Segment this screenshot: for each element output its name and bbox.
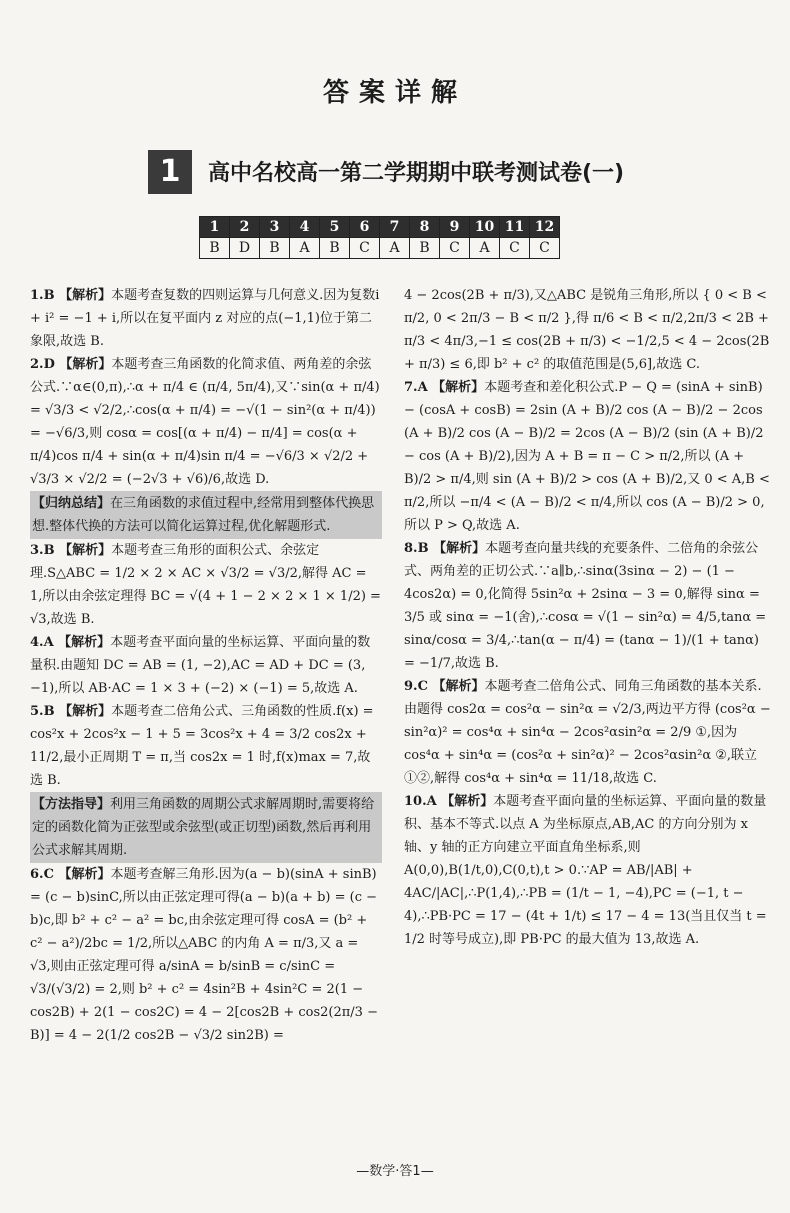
question-number: 10 [470,217,500,238]
solution-text: 本题考查三角形的面积公式、余弦定理.S△ABC = 1/2 × 2 × AC × √3/2 = √3/2,解得 AC = 1,所以由余弦定理得 BC = √(4 + 1 − 2 × 2 × 1 × 1/2) = √3,故选 B. [30,543,381,627]
solution-text: 本题考查二倍角公式、同角三角函数的基本关系.由题得 cos2α = cos²α − sin²α = √2/3,两边平方得 (cos²α − sin²α)² = cos⁴α + sin⁴α − 2cos²αsin²α = 2/9 ①,因为 cos⁴α + sin⁴α = (cos²α + sin²α)² − 2cos²αsin²α ②,联立①②,解得 cos⁴α + sin⁴α = 11/18,故选 C. [404,679,771,786]
solution-item [30,863,382,1047]
method-box [30,792,382,863]
question-number: 6 [350,217,380,238]
box-text: 利用三角函数的周期公式求解周期时,需要将给定的函数化简为正弦型或余弦型(或正切型)函数,然后再利用公式求解其周期. [32,797,375,858]
page-title: 答案详解 [322,78,467,108]
answer-cell: D [230,238,260,259]
solution-text: 本题考查复数的四则运算与几何意义.因为复数i + i² = −1 + i,所以在复平面内 z 对应的点(−1,1)位于第二象限,故选 B. [30,288,380,349]
question-number: 12 [530,217,560,238]
exam-title: 高中名校高一第二学期期中联考测试卷(一) [208,161,625,186]
question-number: 1 [200,217,230,238]
answer-cell: B [410,238,440,259]
solution-head: 1.B 【解析】 [30,288,112,303]
answer-cell: A [470,238,500,259]
exam-header [148,150,668,194]
solution-head: 7.A 【解析】 [404,380,485,395]
solution-item [30,700,382,792]
question-number: 5 [320,217,350,238]
solution-head: 2.D 【解析】 [30,357,112,372]
question-number: 11 [500,217,530,238]
solution-head: 4.A 【解析】 [30,635,111,650]
answer-table-answers-row [200,238,560,259]
solution-head: 10.A 【解析】 [404,794,494,809]
solution-head: 9.C 【解析】 [404,679,485,694]
box-tag: 【归纳总结】 [32,496,111,511]
question-number: 7 [380,217,410,238]
box-tag: 【方法指导】 [32,797,111,812]
solution-text: 本题考查二倍角公式、三角函数的性质.f(x) = cos²x + 2cos²x − 1 + 5 = 3cos²x + 4 = 3/2 cos2x + 11/2,最小正周期 T = π,当 cos2x = 1 时,f(x)max = 7,故选 B. [30,704,374,788]
solution-text: 本题考查解三角形.因为(a − b)(sinA + sinB) = (c − b)sinC,所以由正弦定理可得(a − b)(a + b) = (c − b)c,即 b² + c² − a² = bc,由余弦定理可得 cosA = (b² + c² − a²)/2bc = 1/2,所以△ABC 的内角 A = π/3,又 a = √3,则由正弦定理可得 a/sinA = b/sinB = c/sinC = √3/(√3/2) = 2,则 b² + c² = 4sin²B + 4sin²C = 2(1 − cos2B) + 2(1 − cos2C) = 4 − 2[cos2B + cos2(2π/3 − B)] = 4 − 2(1/2 cos2B − √3/2 sin2B) = [30,867,378,1043]
solution-item [404,675,772,790]
solution-head: 5.B 【解析】 [30,704,112,719]
answer-cell: B [200,238,230,259]
solution-text: 本题考查三角函数的化简求值、两角差的余弦公式.∵α∈(0,π),∴α + π/4 ∈ (π/4, 5π/4),又∵sin(α + π/4) = √3/3 < √2/2,∴cos(α + π/4) = −√(1 − sin²(α + π/4)) = −√6/3,则 cosα = cos[(α + π/4) − π/4] = cos(α + π/4)cos π/4 + sin(α + π/4)sin π/4 = −√6/3 × √2/2 + √3/3 × √2/2 = (−2√3 + √6)/6,故选 D. [30,357,380,487]
solution-head: 6.C 【解析】 [30,867,111,882]
right-column [404,284,772,951]
summary-box [30,491,382,539]
left-column [30,284,382,1047]
answer-table-numbers-row [200,217,560,238]
answer-cell: C [350,238,380,259]
solution-head: 8.B 【解析】 [404,541,486,556]
solution-text: 本题考查平面向量的坐标运算、平面向量的数量积、基本不等式.以点 A 为坐标原点,AB,AC 的方向分别为 x 轴、y 轴的正方向建立平面直角坐标系,则 A(0,0),B(1/t,0),C(0,t),t > 0.∵AP = AB/|AB| + 4AC/|AC|,∴P(1,4),∴PB = (1/t − 1, −4),PC = (−1, t − 4),∴PB·PC = 17 − (4t + 1/t) ≤ 17 − 4 = 13(当且仅当 t = 1/2 时等号成立),即 PB·PC 的最大值为 13,故选 A. [404,794,767,947]
solution-text: 本题考查平面向量的坐标运算、平面向量的数量积.由题知 DC = AB = (1, −2),AC = AD + DC = (3, −1),所以 AB·AC = 1 × 3 + (−2) × (−1) = 5,故选 A. [30,635,371,696]
answer-cell: B [260,238,290,259]
answer-cell: C [500,238,530,259]
answer-cell: C [440,238,470,259]
solution-item [30,353,382,491]
solution-text: 本题考查和差化积公式.P − Q = (sinA + sinB) − (cosA + cosB) = 2sin (A + B)/2 cos (A − B)/2 − 2cos (A + B)/2 cos (A − B)/2 = 2cos (A − B)/2 (sin (A + B)/2 − cos (A + B)/2),因为 A + B = π − C > π/2,所以 (A + B)/2 > π/4,则 sin (A + B)/2 > cos (A + B)/2,又 0 < A,B < π/2,所以 −π/4 < (A − B)/2 < π/4,所以 cos (A − B)/2 > 0,所以 P > Q,故选 A. [404,380,770,533]
page-footer: —数学·答1— [356,1164,434,1179]
solution-item [404,284,772,376]
solution-item [30,631,382,700]
answer-cell: A [290,238,320,259]
solution-text: 本题考查向量共线的充要条件、二倍角的余弦公式、两角差的正切公式.∵a∥b,∴sinα(3sinα − 2) − (1 − 4cos2α) = 0,化简得 5sin²α + 2sinα − 3 = 0,解得 sinα = 3/5 或 sinα = −1(舍),∴cosα = √(1 − sin²α) = 4/5,tanα = sinα/cosα = 3/4,∴tan(α − π/4) = (tanα − 1)/(1 + tanα) = −1/7,故选 B. [404,541,767,671]
question-number: 8 [410,217,440,238]
question-number: 4 [290,217,320,238]
box-text: 在三角函数的求值过程中,经常用到整体代换思想.整体代换的方法可以简化运算过程,优化解题形式. [32,496,375,534]
solution-item [404,376,772,537]
question-number: 9 [440,217,470,238]
solution-item [404,537,772,675]
question-number: 3 [260,217,290,238]
answer-cell: B [320,238,350,259]
solution-head: 3.B 【解析】 [30,543,112,558]
exam-number-badge: 1 [148,150,192,194]
solution-item [30,284,382,353]
solution-item [404,790,772,951]
answer-table [199,216,560,259]
solution-item [30,539,382,631]
solution-text: 4 − 2cos(2B + π/3),又△ABC 是锐角三角形,所以 { 0 < B < π/2, 0 < 2π/3 − B < π/2 },得 π/6 < B < π/2,2π/3 < 2B + π/3 < 4π/3,−1 ≤ cos(2B + π/3) < −1/2,5 < 4 − 2cos(2B + π/3) ≤ 6,即 b² + c² 的取值范围是(5,6],故选 C. [404,288,770,372]
answer-cell: A [380,238,410,259]
question-number: 2 [230,217,260,238]
answer-cell: C [530,238,560,259]
